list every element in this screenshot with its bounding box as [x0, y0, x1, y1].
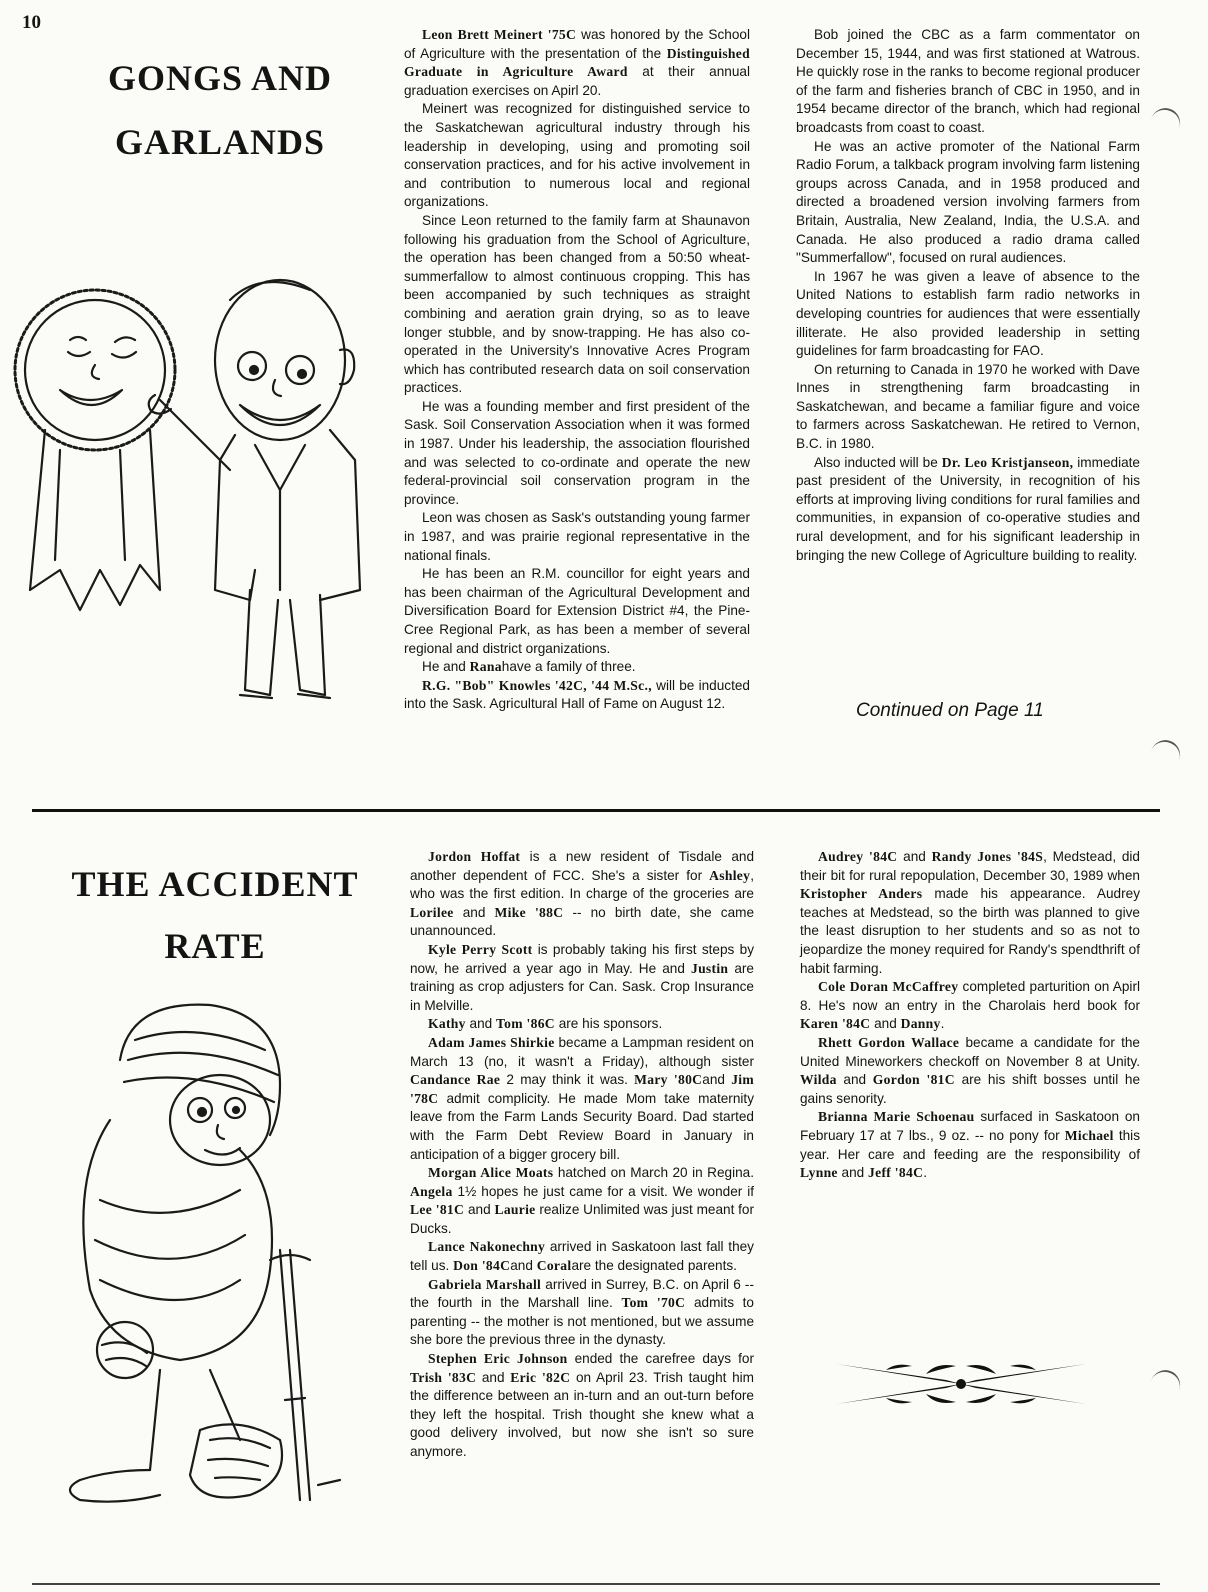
- section-heading-gongs: [60, 60, 380, 160]
- name: Ashley: [709, 867, 751, 883]
- paragraph: Since Leon returned to the family farm at Shaunavon following his graduation from the School of Agriculture, the operation has been changed from a 50:50 wheat-summerfallow to almost continuous cropping. This has been accompanied by such techniques as straight combining and aeration grain drying, so as to leave longer stubble, and by snow-trapping. He has also co-operated in the University's Innovative Acres Program which has contributed research data on soil conservation practices.: [404, 212, 750, 396]
- gongs-column-2: [796, 26, 1140, 565]
- paragraph: [800, 978, 1140, 1034]
- heading-line1: GONGS AND: [107, 58, 333, 98]
- paragraph: On returning to Canada in 1970 he worked with Dave Innes in strengthening farm broadcasting in Saskatchewan, and became a familiar figure and voice to farmers across Saskatchewan. He retired to Vernon, B.C. in 1980.: [796, 361, 1140, 452]
- name: Adam James Shirkie: [428, 1034, 555, 1050]
- paragraph: Meinert was recognized for distinguished service to the Saskatchewan agricultural industry through his leadership in developing, using and promoting soil conservation practices, and for his active involvement in and contribution to numerous local and regional organizations.: [404, 101, 750, 210]
- name: Michael: [1064, 1127, 1114, 1143]
- name: Lance Nakonechny: [428, 1239, 546, 1255]
- text: and: [897, 849, 932, 864]
- text: -- no birth date, she came unannounced.: [410, 904, 755, 939]
- text: and: [702, 1072, 732, 1088]
- name: Lee '81C: [410, 1202, 465, 1218]
- paragraph: [800, 848, 1140, 978]
- text: Also inducted will be: [814, 454, 942, 470]
- text: made his appearance. Audrey teaches at Medstead, so the birth was planned to give the least disruption to her students and so as not to jeopardize the money required for Randy's spendthrift of habit farming.: [800, 886, 1140, 976]
- text: and: [837, 1165, 869, 1181]
- text: are his shift bosses until he gains senority.: [800, 1072, 1141, 1106]
- name: Trish '83C: [410, 1369, 477, 1385]
- name: Laurie: [494, 1202, 536, 1218]
- paragraph: [410, 848, 754, 941]
- text: and: [870, 1016, 901, 1032]
- text: admits to parenting -- the mother is not mentioned, but we assume she bore the previous three in the dynasty.: [410, 1295, 754, 1348]
- award-name: Distinguished Graduate in Agriculture Award: [404, 45, 750, 80]
- text: and: [836, 1072, 873, 1088]
- paragraph: [410, 1164, 754, 1238]
- heading-line1: THE ACCIDENT: [71, 864, 359, 904]
- text: was honored by the School of Agriculture with the presentation of the: [404, 27, 750, 61]
- name: Lorilee: [410, 904, 454, 920]
- name: Jeff '84C: [868, 1165, 924, 1181]
- text: completed parturition on Apirl 8. He's now an entry in the Charolais herd book for: [800, 979, 1140, 1013]
- gongs-column-1: [404, 26, 750, 714]
- paragraph: He has been an R.M. councillor for eight years and has been chairman of the Agricultural Development and Diversification Board for Extension District #4, the Pine-Cree Regional Park, as has been a member of several regional and district organizations.: [404, 566, 750, 656]
- text: and: [476, 1369, 511, 1385]
- name: Cole Doran McCaffrey: [818, 979, 959, 995]
- paragraph: [800, 1034, 1140, 1108]
- name: Rhett Gordon Wallace: [818, 1034, 960, 1050]
- paragraph: [410, 1034, 754, 1164]
- name: Rana: [469, 659, 502, 675]
- paragraph: He was an active promoter of the National Farm Radio Forum, a talkback program involving farm listening groups across Canada, and in 1958 produced and directed a broadened version involving farmers from Britain, Australia, New Zealand, India, the U.S.A. and Canada. He also produced a radio drama called "Summerfallow", focused on rural audiences.: [796, 138, 1140, 266]
- text: 1½ hopes he just came for a visit. We wonder if: [452, 1183, 754, 1199]
- text: arrived in Saskatoon last fall they tell us.: [410, 1239, 754, 1274]
- name: Karen '84C: [800, 1016, 871, 1032]
- name: Eric '82C: [510, 1369, 571, 1385]
- paragraph: [410, 1015, 754, 1034]
- name: Don '84C: [453, 1258, 511, 1274]
- text: is probably taking his first steps by now, he arrived a year ago in May. He and: [410, 941, 754, 976]
- continued-note: Continued on Page 11: [856, 700, 1044, 721]
- name: Brianna Marie Schoenau: [818, 1109, 975, 1125]
- name: Danny: [900, 1016, 941, 1032]
- text: and: [510, 1258, 537, 1274]
- paragraph: [800, 1108, 1140, 1182]
- name: Morgan Alice Moats: [428, 1165, 554, 1181]
- name: Kyle Perry Scott: [428, 941, 533, 957]
- page-number: 10: [22, 12, 41, 33]
- decorative-ornament-icon: [826, 1354, 1096, 1414]
- text: and: [453, 904, 495, 920]
- name: Stephen Eric Johnson: [428, 1351, 568, 1367]
- text: 2 may think it was.: [500, 1072, 635, 1088]
- section-heading-accident: [50, 866, 380, 964]
- text: are training as crop adjusters for Can. Sask. Crop Insurance in Melville.: [410, 960, 754, 1013]
- text: .: [923, 1165, 927, 1181]
- text: admit complicity. He made Mom take maternity leave from the Farm Lands Security Board. Dad started with the Farm Debt Review Board in January in anticipation of a bigger grocery bill.: [410, 1090, 754, 1162]
- name: Coral: [536, 1258, 572, 1274]
- text: are the designated parents.: [571, 1258, 737, 1274]
- text: and: [464, 1202, 495, 1218]
- name: Gordon '81C: [872, 1072, 955, 1088]
- paragraph: [410, 941, 754, 1015]
- name: Mary '80C: [634, 1072, 703, 1088]
- paragraph: [404, 658, 750, 677]
- text: this year. Her care and feeding are the responsibility of: [800, 1127, 1140, 1162]
- name: Audrey '84C: [818, 849, 898, 864]
- injured-figure-illustration: [40, 1000, 380, 1530]
- name: Wilda: [800, 1072, 837, 1088]
- name: Angela: [410, 1183, 453, 1199]
- text: He and: [422, 659, 470, 675]
- text: , Medstead, did their bit for rural repopulation, December 30, 1989 when: [800, 849, 1140, 883]
- paragraph: [410, 1276, 754, 1350]
- text: and: [465, 1016, 496, 1032]
- award-ribbon-illustration: [0, 270, 400, 710]
- name: Justin: [690, 960, 729, 976]
- name: Mike '88C: [494, 904, 564, 920]
- text: became a Lampman resident on March 13 (no, it wasn't a Friday), although sister: [410, 1034, 754, 1069]
- text: are his sponsors.: [554, 1016, 663, 1032]
- accident-column-1: [410, 848, 754, 1462]
- text: realize Unlimited was just meant for Ducks.: [410, 1202, 755, 1236]
- paragraph: Leon was chosen as Sask's outstanding young farmer in 1987, and was prairie regional representative in the national finals.: [404, 510, 750, 563]
- text: at their annual graduation exercises on Apirl 20.: [404, 64, 750, 98]
- text: ended the carefree days for: [567, 1351, 755, 1367]
- text: , who was the first edition. In charge of the groceries are: [410, 867, 754, 902]
- text: immediate past president of the University, in recognition of his efforts at improving living conditions for rural families and communities, in expansion of co-operative studies and rural development, and for his significant leadership in bringing the new College of Agriculture building to reality.: [796, 454, 1140, 563]
- paragraph: [410, 1238, 754, 1275]
- text: have a family of three.: [501, 659, 636, 675]
- name: Jordon Hoffat: [428, 849, 521, 864]
- paragraph: [410, 1350, 754, 1462]
- paragraph: [796, 454, 1140, 566]
- paragraph: [404, 677, 750, 714]
- text: hatched on March 20 in Regina.: [553, 1165, 754, 1181]
- heading-line2: RATE: [164, 926, 266, 966]
- paragraph: Bob joined the CBC as a farm commentator on December 15, 1944, and was first stationed at Watrous. He quickly rose in the ranks to become regional producer of the farm and fisheries branch of CBC in 1950, and in 1954 became director of the branch, which had regional broadcasts from coast to coast.: [796, 27, 1140, 135]
- name: Lynne: [800, 1165, 838, 1181]
- text: surfaced in Saskatoon on February 17 at 7 lbs., 9 oz. -- no pony for: [800, 1109, 1140, 1143]
- text: arrived in Surrey, B.C. on April 6 -- the fourth in the Marshall line.: [410, 1276, 754, 1311]
- name: Kristopher Anders: [800, 886, 923, 902]
- name: Tom '86C: [496, 1016, 555, 1032]
- honoree-name: R.G. "Bob" Knowles '42C, '44 M.Sc.,: [422, 677, 652, 693]
- honoree-name: Leon Brett Meinert '75C: [422, 27, 577, 42]
- paragraph: [404, 26, 750, 100]
- text: became a candidate for the United Mineworkers checkoff on November 8 at Unity.: [800, 1034, 1140, 1069]
- name: Candance Rae: [410, 1072, 501, 1088]
- honoree-name: Dr. Leo Kristjanseon,: [941, 454, 1074, 470]
- section-divider: [32, 809, 1160, 812]
- paragraph: In 1967 he was given a leave of absence to the United Nations to establish farm radio networks in developing countries for audiences that were essentially illiterate. He also provided leadership in setting guidelines for farm broadcasting for FAO.: [796, 268, 1140, 359]
- name: Gabriela Marshall: [428, 1276, 542, 1292]
- text: .: [940, 1016, 945, 1032]
- heading-line2: GARLANDS: [114, 122, 326, 162]
- name: Randy Jones '84S: [931, 849, 1044, 864]
- accident-column-2: [800, 848, 1140, 1183]
- text: on April 23. Trish taught him the difference between an in-turn and an out-turn before they left the hospital. Trish thought she knew what a good delivery involved, but now she isn't so sure anymore.: [410, 1369, 754, 1459]
- paragraph: He was a founding member and first president of the Sask. Soil Conservation Association when it was formed in 1987. Under his leadership, the association flourished and was selected to co-ordinate and operate the new federal-provincial soil conservation program in the province.: [404, 398, 750, 507]
- name: Kathy: [428, 1016, 466, 1032]
- name: Tom '70C: [621, 1295, 686, 1311]
- punch-hole-mark: [1145, 104, 1184, 144]
- text: will be inducted into the Sask. Agricultural Hall of Fame on August 12.: [404, 677, 750, 712]
- text: is a new resident of Tisdale and another dependent of FCC. She's a sister for: [410, 849, 755, 883]
- name: Jim '78C: [410, 1072, 754, 1106]
- bottom-rule: [32, 1583, 1160, 1585]
- punch-hole-mark: [1145, 736, 1184, 776]
- punch-hole-mark: [1145, 1366, 1184, 1406]
